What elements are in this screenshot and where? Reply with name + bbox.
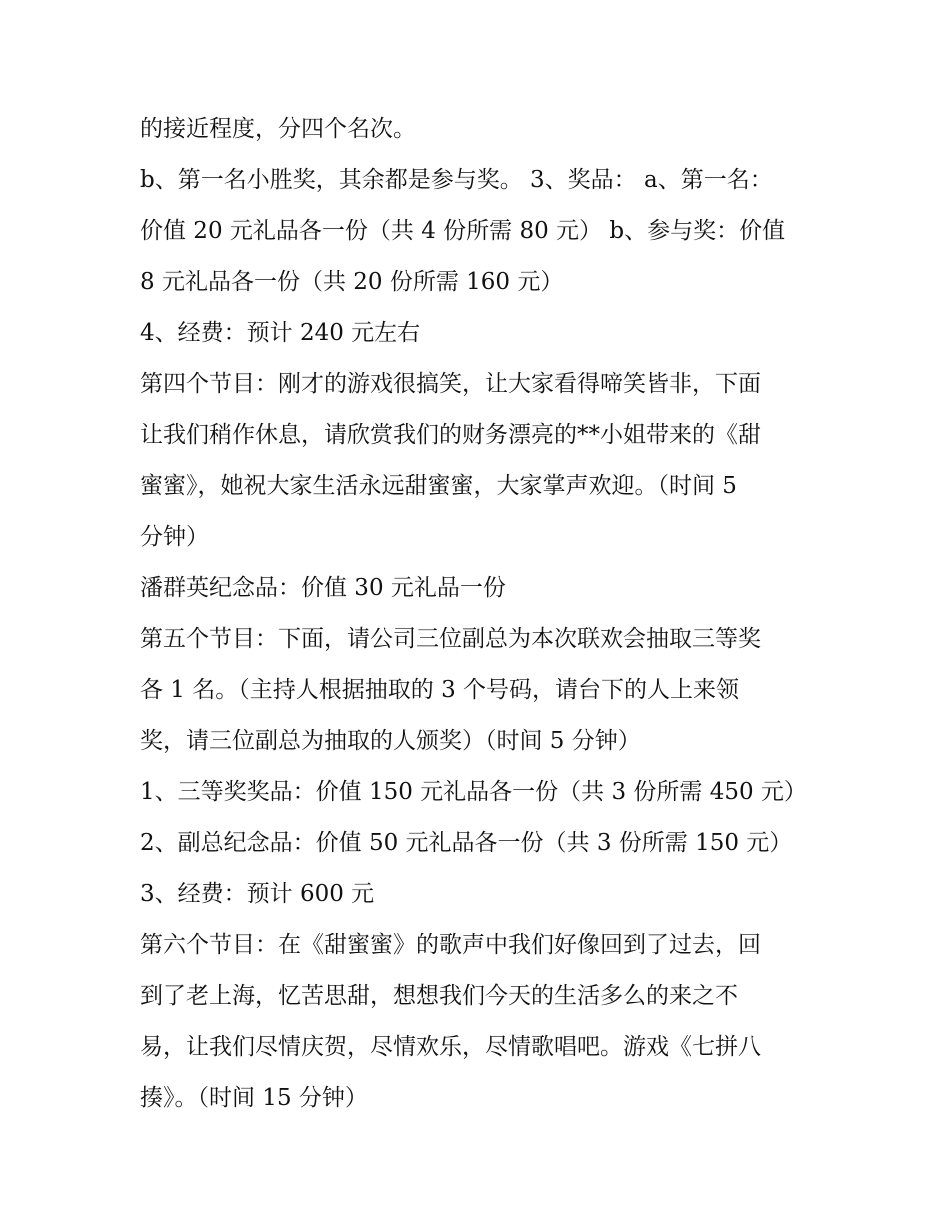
text-line: 1、三等奖奖品：价值 150 元礼品各一份（共 3 份所需 450 元） bbox=[140, 779, 807, 805]
text-line: b、第一名小胜奖，其余都是参与奖。 3、奖品： a、第一名： bbox=[140, 167, 773, 193]
text-line: 第四个节目：刚才的游戏很搞笑，让大家看得啼笑皆非，下面 bbox=[140, 371, 761, 397]
text-line: 价值 20 元礼品各一份（共 4 份所需 80 元） b、参与奖：价值 bbox=[140, 218, 786, 244]
text-line: 分钟） bbox=[140, 524, 209, 550]
text-line: 蜜蜜》，她祝大家生活永远甜蜜蜜，大家掌声欢迎。（时间 5 bbox=[140, 473, 737, 499]
text-line: 奖，请三位副总为抽取的人颁奖）（时间 5 分钟） bbox=[140, 728, 641, 754]
text-line: 8 元礼品各一份（共 20 份所需 160 元） bbox=[140, 269, 564, 295]
text-line: 让我们稍作休息，请欣赏我们的财务漂亮的**小姐带来的《甜 bbox=[140, 422, 761, 448]
text-line: 潘群英纪念品：价值 30 元礼品一份 bbox=[140, 575, 506, 601]
text-line: 到了老上海，忆苦思甜，想想我们今天的生活多么的来之不 bbox=[140, 983, 738, 1009]
text-line: 各 1 名。（主持人根据抽取的 3 个号码，请台下的人上来领 bbox=[140, 677, 740, 703]
text-line: 第五个节目：下面，请公司三位副总为本次联欢会抽取三等奖 bbox=[140, 626, 761, 652]
text-line: 的接近程度，分四个名次。 bbox=[140, 116, 416, 142]
text-line: 第六个节目：在《甜蜜蜜》的歌声中我们好像回到了过去，回 bbox=[140, 932, 761, 958]
document-body bbox=[140, 104, 820, 1124]
text-line: 揍》。（时间 15 分钟） bbox=[140, 1085, 368, 1111]
text-line: 易，让我们尽情庆贺，尽情欢乐，尽情歌唱吧。游戏《七拼八 bbox=[140, 1034, 761, 1060]
text-line: 3、经费：预计 600 元 bbox=[140, 881, 375, 907]
text-line: 2、副总纪念品：价值 50 元礼品各一份（共 3 份所需 150 元） bbox=[140, 830, 793, 856]
text-line: 4、经费：预计 240 元左右 bbox=[140, 320, 421, 346]
